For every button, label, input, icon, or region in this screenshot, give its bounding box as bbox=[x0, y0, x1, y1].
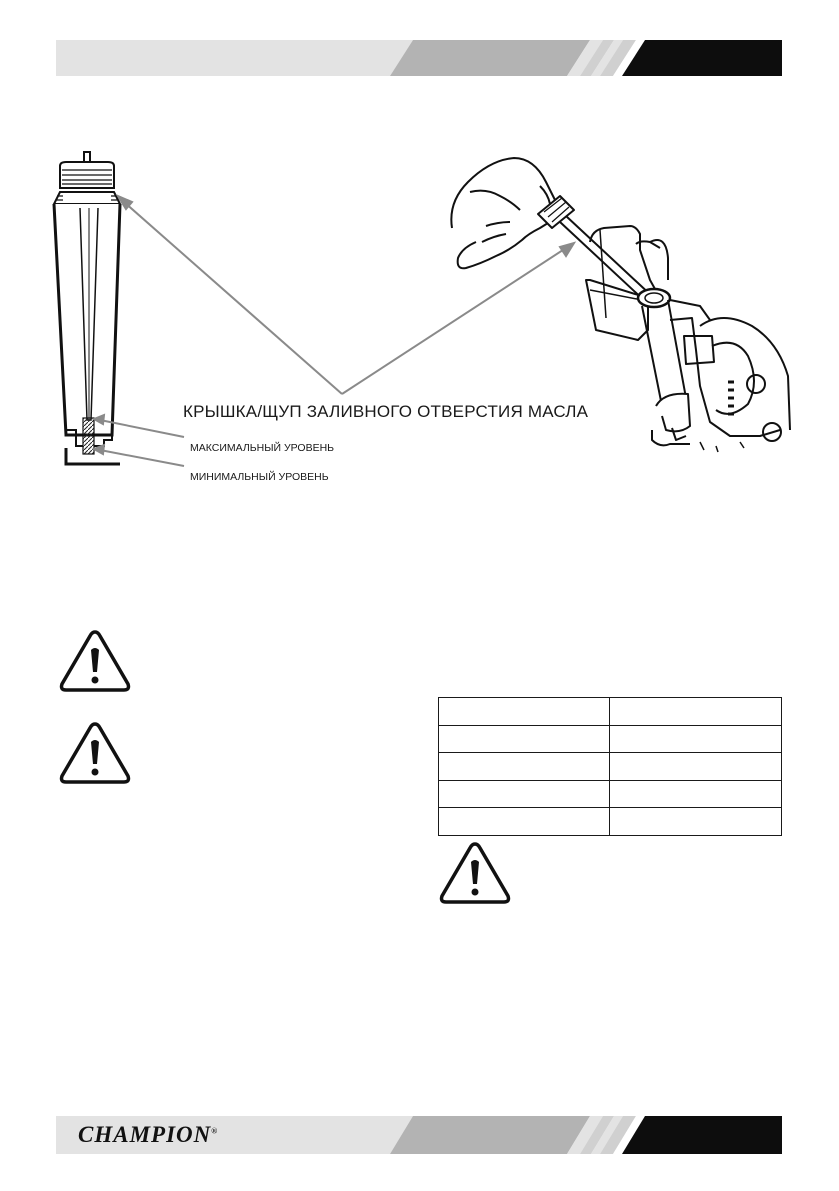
table-row bbox=[439, 808, 782, 836]
spec-table bbox=[438, 697, 782, 836]
table-row bbox=[439, 780, 782, 808]
table-cell bbox=[610, 808, 782, 836]
dipstick-drawing bbox=[54, 152, 120, 464]
oil-cap-label: КРЫШКА/ЩУП ЗАЛИВНОГО ОТВЕРСТИЯ МАСЛА bbox=[183, 402, 589, 421]
pointer-arrows bbox=[94, 196, 574, 466]
table-cell bbox=[610, 753, 782, 781]
champion-logo bbox=[78, 1122, 217, 1148]
table-row bbox=[439, 753, 782, 781]
min-level-label: МИНИМАЛЬНЫЙ УРОВЕНЬ bbox=[190, 471, 329, 483]
table-cell bbox=[439, 698, 610, 726]
warning-triangle-icon bbox=[438, 840, 512, 906]
table-cell bbox=[439, 725, 610, 753]
logo-text: CHAMPION bbox=[78, 1122, 212, 1147]
table-row bbox=[439, 725, 782, 753]
trademark-symbol: ® bbox=[211, 1126, 218, 1136]
table-cell bbox=[439, 753, 610, 781]
warning-triangle-icon bbox=[58, 720, 132, 786]
table-cell bbox=[439, 780, 610, 808]
table-row bbox=[439, 698, 782, 726]
max-level-label: МАКСИМАЛЬНЫЙ УРОВЕНЬ bbox=[190, 442, 335, 454]
table-cell bbox=[610, 698, 782, 726]
dipstick-illustration bbox=[0, 130, 839, 500]
table-cell bbox=[610, 780, 782, 808]
table-cell bbox=[610, 725, 782, 753]
warning-triangle-icon bbox=[58, 628, 132, 694]
header-band bbox=[0, 0, 839, 90]
table-cell bbox=[439, 808, 610, 836]
oil-dipstick-figure bbox=[0, 130, 839, 500]
